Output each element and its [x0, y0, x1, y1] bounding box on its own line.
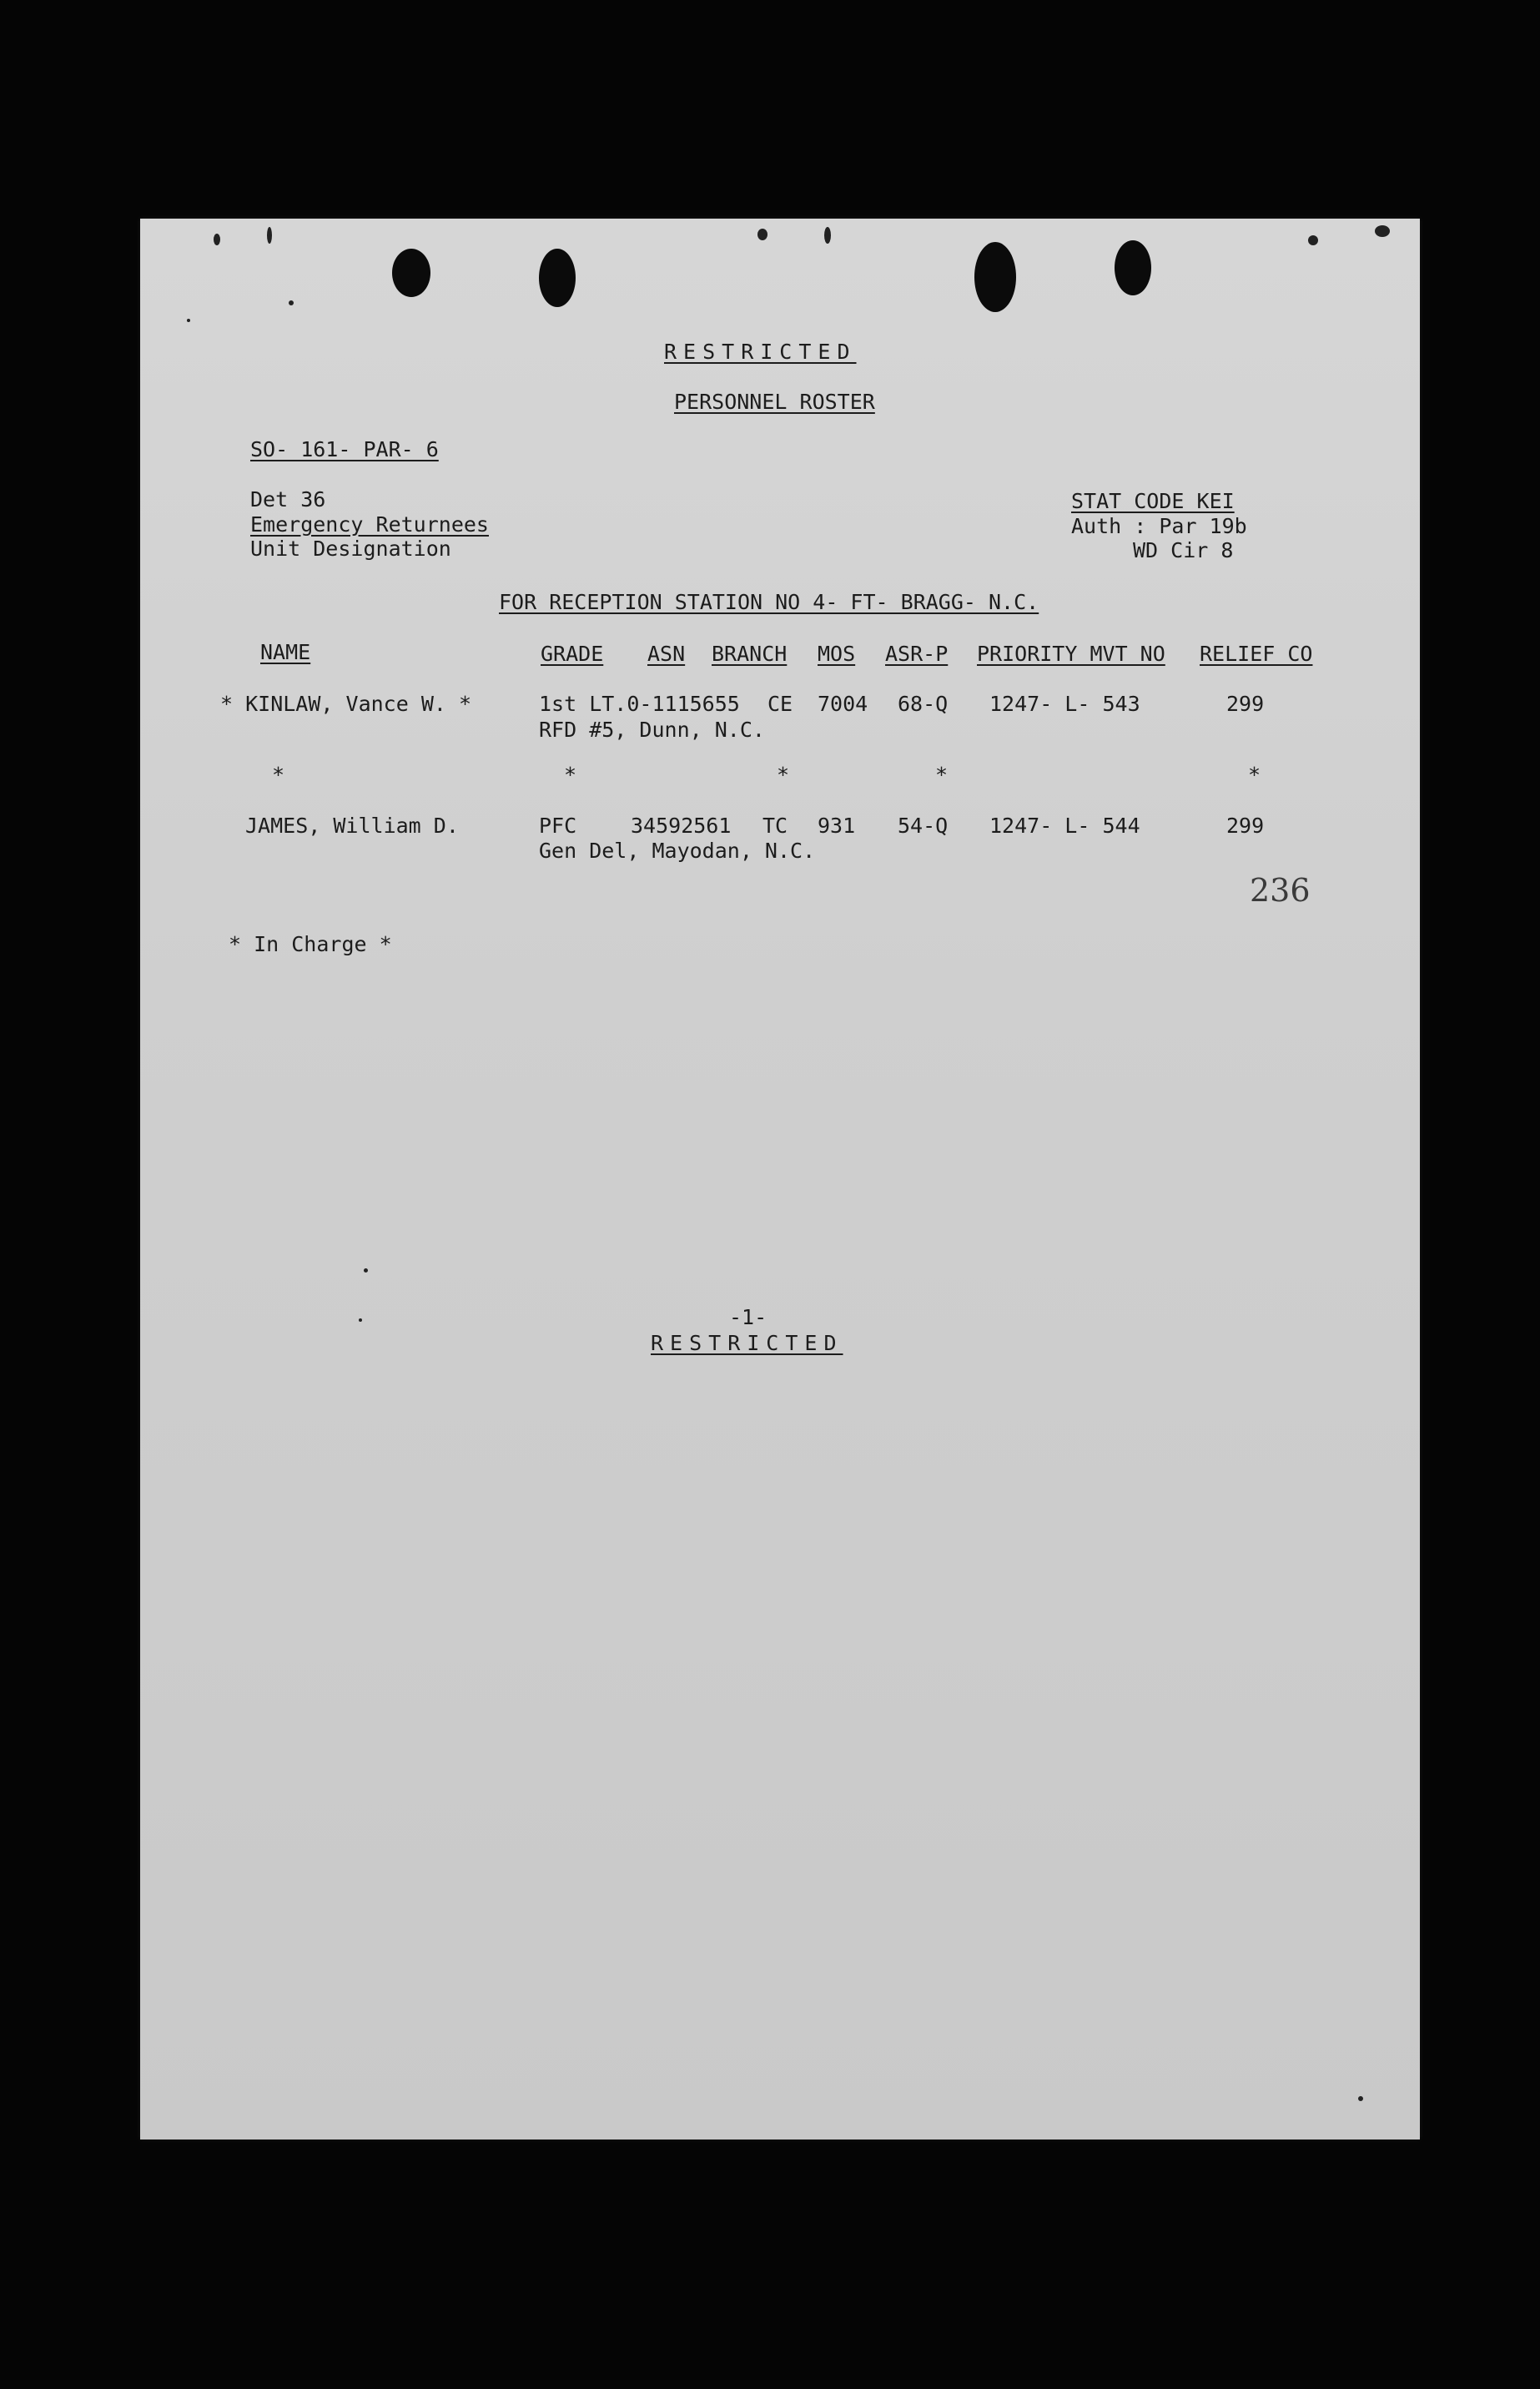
- separator-mark: *: [1248, 763, 1261, 787]
- column-header-relief: RELIEF CO: [1200, 642, 1313, 666]
- table-row-asr: 68-Q: [898, 692, 949, 716]
- paper-speck: [1308, 235, 1318, 245]
- paper-speck: [1375, 225, 1390, 237]
- paper-speck: [267, 227, 272, 244]
- destination-heading: FOR RECEPTION STATION NO 4- FT- BRAGG- N.C.: [499, 590, 1039, 614]
- stat-code: STAT CODE KEI: [1071, 489, 1235, 513]
- table-row-address: RFD #5, Dunn, N.C.: [539, 718, 765, 742]
- page-stamp-number: 236: [1250, 872, 1311, 909]
- separator-mark: *: [935, 763, 949, 787]
- punch-hole: [392, 249, 430, 297]
- table-row-grade: PFC: [539, 814, 577, 838]
- unit-line-2: Emergency Returnees: [250, 512, 489, 537]
- order-reference: SO- 161- PAR- 6: [250, 437, 439, 461]
- table-row-asr: 54-Q: [898, 814, 949, 838]
- column-header-asn: ASN: [647, 642, 686, 666]
- paper-speck: [289, 300, 294, 305]
- table-row-relief: 299: [1226, 814, 1265, 838]
- paper-speck: [187, 319, 190, 322]
- paper-speck: [1358, 2096, 1363, 2101]
- separator-mark: *: [272, 763, 285, 787]
- classification-top: RESTRICTED: [664, 340, 857, 364]
- column-header-asr: ASR-P: [885, 642, 949, 666]
- paper-speck: [824, 227, 831, 244]
- column-header-branch: BRANCH: [712, 642, 788, 666]
- separator-mark: *: [564, 763, 577, 787]
- table-row-relief: 299: [1226, 692, 1265, 716]
- authority-line: Auth : Par 19b: [1071, 514, 1247, 538]
- column-header-priority: PRIORITY MVT NO: [977, 642, 1165, 666]
- column-header-grade: GRADE: [541, 642, 604, 666]
- table-row-branch: CE: [767, 692, 793, 716]
- table-row-address: Gen Del, Mayodan, N.C.: [539, 839, 816, 863]
- column-header-mos: MOS: [818, 642, 856, 666]
- unit-line-3: Unit Designation: [250, 537, 451, 561]
- paper-speck: [359, 1318, 362, 1322]
- paper-speck: [214, 234, 220, 245]
- table-row-asn: 34592561: [631, 814, 732, 838]
- separator-mark: *: [777, 763, 790, 787]
- paper-speck: [757, 229, 767, 240]
- classification-bottom: RESTRICTED: [651, 1331, 843, 1355]
- punch-hole: [539, 249, 576, 307]
- footnote-in-charge: * In Charge *: [229, 932, 392, 956]
- punch-hole: [1115, 240, 1151, 295]
- wd-circular: WD Cir 8: [1133, 538, 1234, 562]
- table-row-priority: 1247- L- 544: [989, 814, 1140, 838]
- table-row-priority: 1247- L- 543: [989, 692, 1140, 716]
- table-row-branch: TC: [762, 814, 788, 838]
- table-row-mos: 7004: [818, 692, 868, 716]
- column-header-name: NAME: [260, 640, 311, 664]
- table-row-mos: 931: [818, 814, 856, 838]
- paper-speck: [364, 1268, 368, 1273]
- document-page: [140, 219, 1420, 2140]
- table-row-name: JAMES, William D.: [245, 814, 459, 838]
- document-title: PERSONNEL ROSTER: [674, 390, 875, 414]
- punch-hole: [974, 242, 1016, 312]
- unit-line-1: Det 36: [250, 487, 326, 512]
- page-number: -1-: [729, 1305, 767, 1329]
- table-row-grade-asn: 1st LT.0-1115655: [539, 692, 740, 716]
- table-row-name: * KINLAW, Vance W. *: [220, 692, 472, 716]
